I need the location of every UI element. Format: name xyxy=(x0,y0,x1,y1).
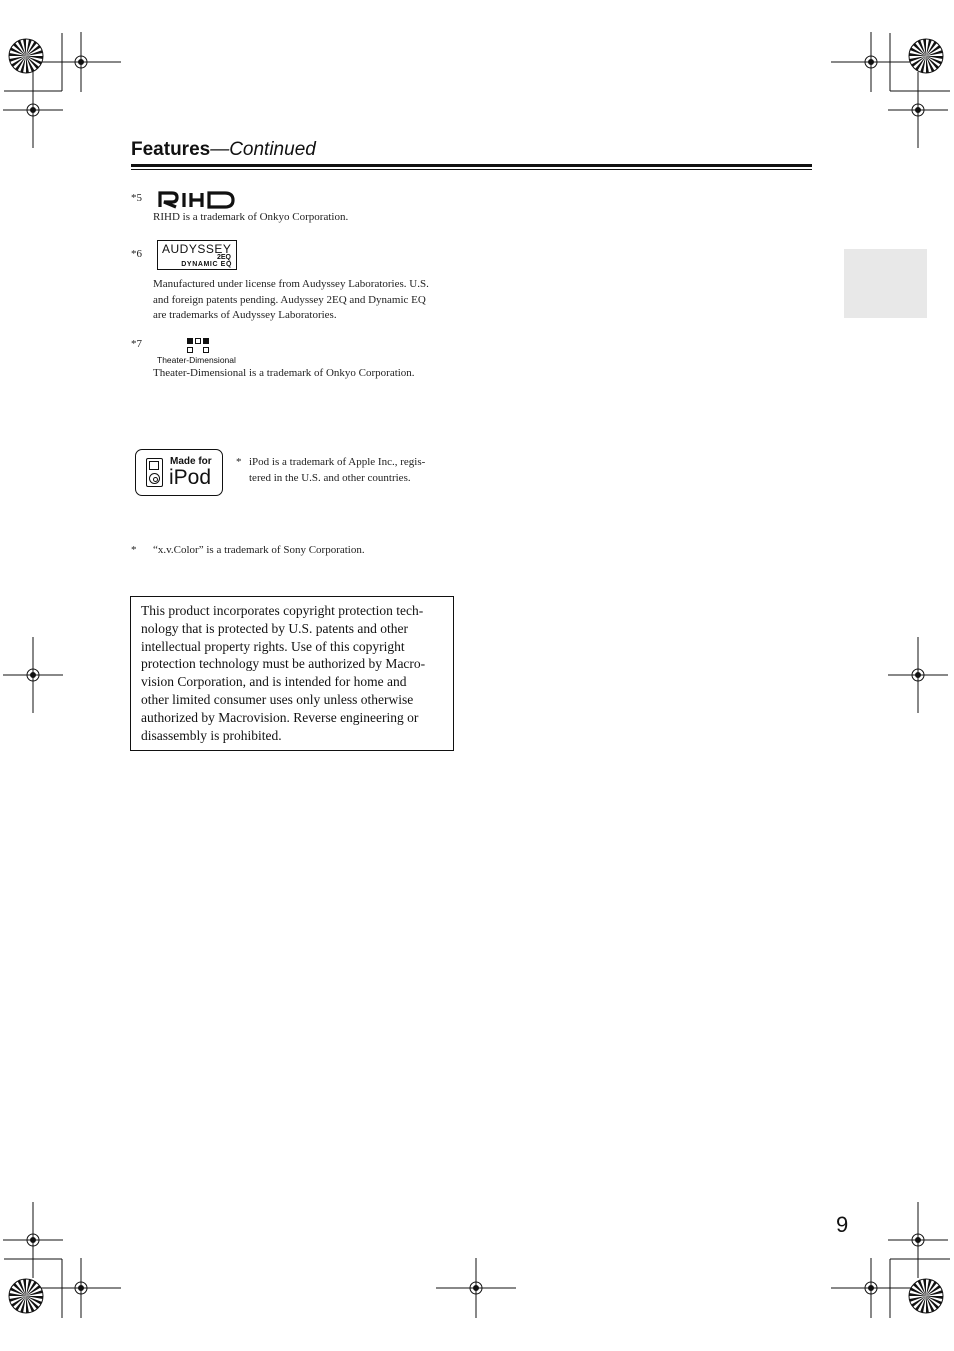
notice-line: nology that is protected by U.S. patents and other xyxy=(141,620,408,636)
starburst-target xyxy=(9,1279,43,1313)
starburst-target xyxy=(9,39,43,73)
xvcolor-trademark-text: “x.v.Color” is a trademark of Sony Corporation. xyxy=(153,544,365,556)
audyssey-logo xyxy=(157,240,237,270)
audyssey-logo-name: AUDYSSEY xyxy=(162,242,232,256)
title-continued: —Continued xyxy=(210,139,316,160)
copyright-notice-box xyxy=(130,596,454,751)
title-main: Features xyxy=(131,139,211,160)
header-rule-thin xyxy=(131,169,812,170)
header-rule xyxy=(131,164,812,167)
ipod-footnote-marker: * xyxy=(236,456,242,468)
logo-square xyxy=(203,338,209,344)
rihd-trademark-text: RIHD is a trademark of Onkyo Corporation. xyxy=(153,211,349,223)
footnote-marker-5: *5 xyxy=(131,192,142,204)
ipod-trademark-text xyxy=(249,455,425,486)
text-line: Manufactured under license from Audyssey Laboratories. U.S. xyxy=(153,278,429,290)
notice-line: disassembly is prohibited. xyxy=(141,727,282,743)
badge-ipod: iPod xyxy=(169,466,212,489)
notice-line: other limited consumer uses only unless otherwise xyxy=(141,691,414,707)
notice-line: protection technology must be authorized by Macro- xyxy=(141,656,426,672)
page-title xyxy=(131,139,316,161)
audyssey-logo-dynamic-eq: DYNAMIC EQ xyxy=(181,261,232,268)
starburst-target xyxy=(909,39,943,73)
logo-square xyxy=(187,347,193,353)
made-for-ipod-badge xyxy=(135,449,223,496)
footnote-marker-7: *7 xyxy=(131,338,142,350)
notice-line: authorized by Macrovision. Reverse engineering or xyxy=(141,709,419,725)
text-line: are trademarks of Audyssey Laboratories. xyxy=(153,309,337,321)
logo-square xyxy=(203,347,209,353)
section-tab xyxy=(844,249,927,318)
logo-square xyxy=(187,338,193,344)
audyssey-trademark-text xyxy=(153,277,429,324)
badge-made-for: Made for xyxy=(170,456,212,467)
starburst-target xyxy=(909,1279,943,1313)
page-number: 9 xyxy=(836,1212,849,1237)
xvcolor-footnote-marker: * xyxy=(131,544,137,556)
text-line: iPod is a trademark of Apple Inc., regis- xyxy=(249,456,426,468)
notice-line: intellectual property rights. Use of this copyright xyxy=(141,638,405,654)
logo-square xyxy=(195,338,201,344)
theater-dimensional-trademark-text: Theater-Dimensional is a trademark of Onkyo Corporation. xyxy=(153,367,415,379)
theater-dimensional-logo-text: Theater-Dimensional xyxy=(157,355,236,365)
ipod-icon xyxy=(146,458,163,487)
notice-line: vision Corporation, and is intended for home and xyxy=(141,674,407,690)
text-line: and foreign patents pending. Audyssey 2EQ and Dynamic EQ xyxy=(153,293,426,306)
footnote-marker-6: *6 xyxy=(131,248,142,260)
notice-line: This product incorporates copyright protection tech- xyxy=(141,603,424,618)
audyssey-logo-2eq: 2EQ xyxy=(216,254,231,261)
text-line: tered in the U.S. and other countries. xyxy=(249,471,411,484)
theater-dimensional-logo xyxy=(157,337,247,365)
rihd-logo xyxy=(157,190,237,209)
